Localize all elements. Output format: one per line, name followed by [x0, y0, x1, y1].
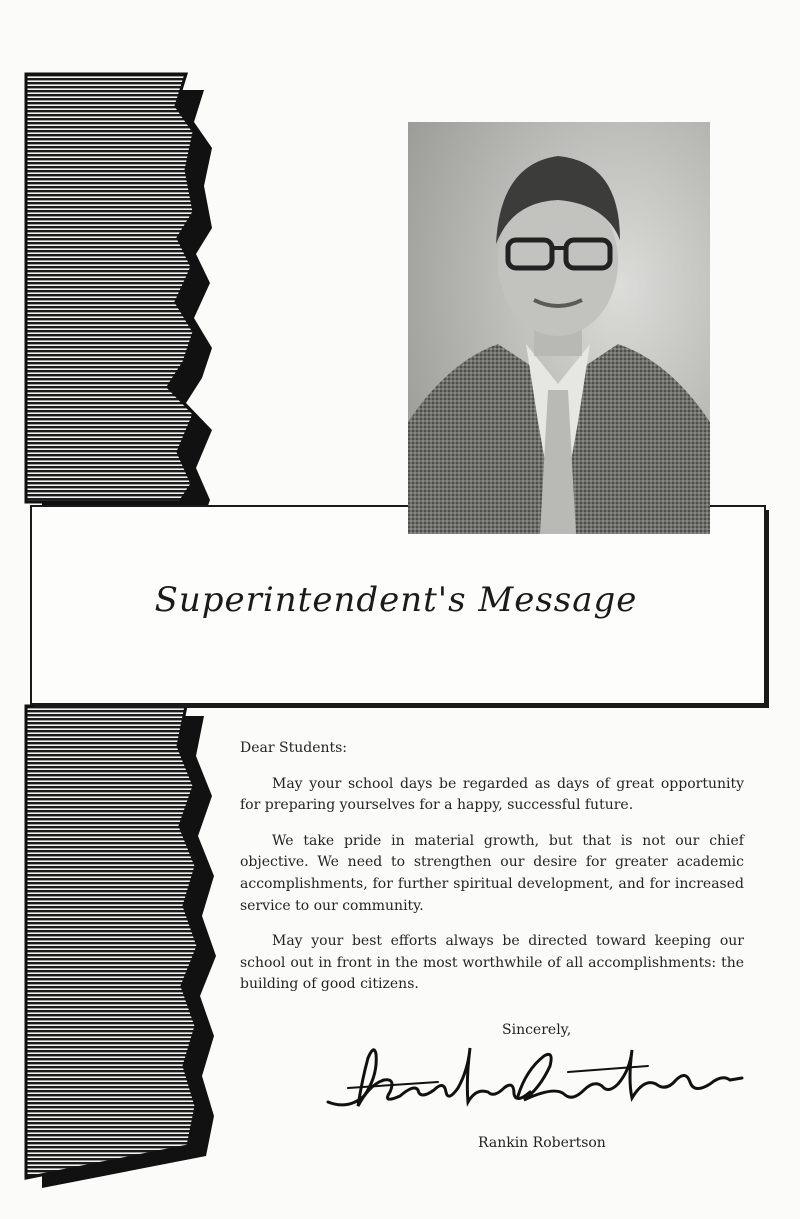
superintendent-portrait-photo: [408, 122, 710, 534]
page-title: Superintendent's Message: [154, 580, 638, 620]
signer-name: Rankin Robertson: [478, 1135, 606, 1151]
letter-body: [240, 738, 744, 1010]
letter-paragraph-3: May your best efforts always be directed toward keeping our school out in front in the most worthwhile of all accomplishments: the building of good citizens.: [240, 933, 744, 993]
letter-closing: Sincerely,: [502, 1022, 572, 1038]
handwritten-signature: [318, 1040, 748, 1120]
portrait-illustration: [408, 122, 710, 534]
letter-salutation: Dear Students:: [240, 740, 348, 756]
letter-paragraph-1: May your school days be regarded as days of great opportunity for preparing yourselves for a happy, successful future.: [240, 775, 744, 814]
letter-paragraph-2: We take pride in material growth, but that is not our chief objective. We need to strengthen our desire for greater academic accomplishments, for further spiritual development, and for increased service to our community.: [240, 832, 744, 914]
